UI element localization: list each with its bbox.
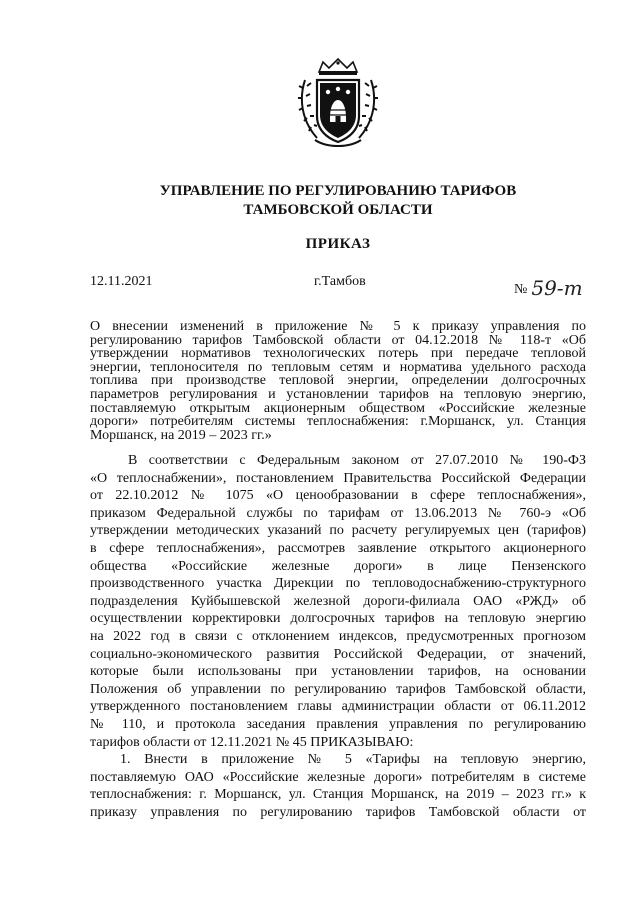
body-line: приказом Федеральной службы по тарифам от 13.06.2013 № 760-э «Об [90,505,586,521]
subject-line: энергии, теплоносителя по тепловым сетям и норматива удельного расхода [90,359,586,375]
body-line: производственного участка Дирекции по тепловодоснабжению-структурного [90,576,586,592]
body-line: приказу управления по регулированию тарифов Тамбовской области от [90,804,586,820]
subject-line: Моршанск, на 2019 – 2023 гг.» [90,427,272,443]
tambov-coat-of-arms-icon [297,58,379,150]
body-line: общества «Российские железные дороги» в лице Пензенского [90,558,586,574]
body-line: тарифов области от 12.11.2021 № 45 ПРИКАЗЫВАЮ: [90,734,414,750]
body-line: В соответствии с Федеральным законом от 27.07.2010 № 190-ФЗ [128,453,586,468]
agency-name [90,182,586,220]
body-line: утвержденного постановлением главы администрации области от 06.11.2012 [90,699,586,715]
body-line: теплоснабжения: г. Моршанск, ул. Станция Моршанск, на 2019 – 2023 гг.» к [90,787,586,803]
body-line: Положения об управлении по регулированию тарифов Тамбовской области, [90,681,586,697]
body-line: № 110, и протокола заседания правления управления по регулированию [90,716,586,732]
document-number-value: 59-т [531,276,583,300]
subject-line: дороги» потребителям системы теплоснабжения: г.Моршанск, ул. Станция [90,414,586,430]
body-line: в сфере теплоснабжения», рассмотрев заявление открытого акционерного [90,540,586,556]
body-line: социально-экономического развития Российской Федерации, от значений, [90,646,586,662]
body-line: поставляемую ОАО «Российские железные дороги» потребителям в системе [90,769,586,785]
document-city: г.Тамбов [314,274,366,289]
body-line: на 2022 год в связи с отклонением индексов, предусмотренных прогнозом [90,628,586,644]
subject-line: О внесении изменений в приложение № 5 к приказу управления по [90,319,586,334]
body-line: которые были использованы при установлении тарифов, на основании [90,664,586,680]
subject-line: поставляемую открытым акционерным обществом «Российские железные [90,400,586,416]
document-number [514,274,583,298]
body-line: осуществлении корректировки долгосрочных тарифов на тепловую энергию [90,611,586,627]
body-line: «О теплоснабжении», постановлением Правительства Российской Федерации [90,470,586,486]
document-body [90,452,586,821]
agency-name-line-1: УПРАВЛЕНИЕ ПО РЕГУЛИРОВАНИЮ ТАРИФОВ [159,183,517,199]
subject-line: регулированию тарифов Тамбовской области от 04.12.2018 № 118-т «Об [90,332,586,348]
body-line: утверждении методических указаний по расчету регулируемых цен (тарифов) [90,523,586,539]
body-line: от 22.10.2012 № 1075 «О ценообразовании в сфере теплоснабжения», [90,488,586,504]
subject-line: утверждении нормативов технологических потерь при передаче тепловой [90,346,586,362]
body-line: подразделения Куйбышевской железной дороги-филиала ОАО «РЖД» об [90,593,586,609]
document-date: 12.11.2021 [90,274,153,289]
subject-line: параметров регулирования и установлении тарифов на тепловую энергию, [90,386,586,402]
body-line: 1. Внести в приложение № 5 «Тарифы на тепловую энергию, [120,752,586,768]
agency-name-line-2: ТАМБОВСКОЙ ОБЛАСТИ [243,202,433,218]
document-type: ПРИКАЗ [305,236,371,252]
document-subject [90,320,586,442]
document-number-prefix: № [514,282,528,297]
subject-line: топлива при производстве тепловой энергии, определении долгосрочных [90,373,586,389]
